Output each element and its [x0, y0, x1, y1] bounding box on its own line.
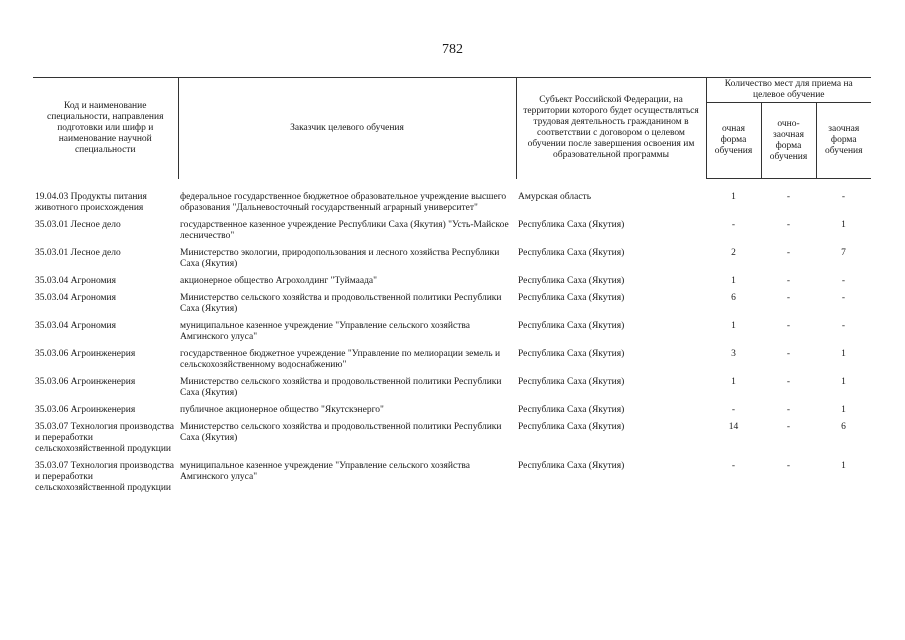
part-time-cell: -: [786, 460, 791, 471]
region-cell: Республика Саха (Якутия): [518, 376, 625, 387]
specialty-cell: 19.04.03 Продукты питания животного происхождения: [35, 191, 147, 213]
part-time-cell: -: [786, 219, 791, 230]
header-full-time: очная форма обучения: [706, 103, 761, 179]
full-time-cell: 1: [731, 376, 736, 387]
table-row: [33, 422, 871, 461]
table-row: [33, 179, 871, 220]
region-cell: Республика Саха (Якутия): [518, 421, 625, 432]
region-cell: Республика Саха (Якутия): [518, 404, 625, 415]
customer-cell: Министерство сельского хозяйства и продовольственной политики Республики Саха (Якутия): [180, 421, 502, 443]
part-time-cell: -: [786, 247, 791, 258]
part-time-cell: -: [786, 348, 791, 359]
extramural-cell: 1: [841, 404, 846, 415]
extramural-cell: -: [841, 192, 846, 202]
specialty-cell: 35.03.06 Агроинженерия: [35, 348, 136, 359]
region-cell: Республика Саха (Якутия): [518, 460, 625, 471]
full-time-cell: 2: [731, 247, 736, 258]
header-part-time: очно-заочная форма обучения: [761, 103, 816, 179]
extramural-cell: 1: [841, 376, 846, 387]
part-time-cell: -: [786, 320, 791, 331]
customer-cell: Министерство сельского хозяйства и продовольственной политики Республики Саха (Якутия): [180, 376, 502, 398]
table-row: [33, 220, 871, 248]
customer-cell: государственное казенное учреждение Республики Саха (Якутия) "Усть-Майское лесничество": [180, 219, 509, 241]
table-row: [33, 349, 871, 377]
part-time-cell: -: [786, 421, 791, 432]
region-cell: Республика Саха (Якутия): [518, 247, 625, 258]
table-row: [33, 276, 871, 293]
region-cell: Республика Саха (Якутия): [518, 275, 625, 286]
customer-cell: Министерство экологии, природопользования и лесного хозяйства Республики Саха (Якутия): [180, 247, 500, 269]
header-places: Количество мест для приема на целевое обучение: [706, 78, 871, 103]
region-cell: Республика Саха (Якутия): [518, 292, 625, 303]
full-time-cell: 1: [731, 275, 736, 286]
specialty-cell: 35.03.01 Лесное дело: [35, 219, 121, 230]
customer-cell: государственное бюджетное учреждение "Управление по мелиорации земель и сельскохозяйственному водоснабжению": [180, 348, 501, 370]
extramural-cell: -: [841, 292, 846, 303]
extramural-cell: 6: [841, 421, 846, 432]
customer-cell: федеральное государственное бюджетное образовательное учреждение высшего образования "Дальневосточный государственный аграрный университет": [180, 191, 507, 213]
full-time-cell: 3: [731, 348, 736, 359]
customer-cell: муниципальное казенное учреждение "Управление сельского хозяйства Амгинского улуса": [180, 320, 470, 342]
table-row: [33, 377, 871, 405]
full-time-cell: 1: [731, 320, 736, 331]
admission-table: [33, 77, 871, 500]
customer-cell: муниципальное казенное учреждение "Управление сельского хозяйства Амгинского улуса": [180, 460, 470, 482]
extramural-cell: 7: [841, 247, 846, 258]
specialty-cell: 35.03.04 Агрономия: [35, 275, 117, 286]
extramural-cell: 1: [841, 219, 846, 230]
full-time-cell: 14: [728, 421, 739, 432]
header-customer: Заказчик целевого обучения: [178, 78, 516, 179]
full-time-cell: 6: [731, 292, 736, 303]
extramural-cell: 1: [841, 460, 846, 471]
specialty-cell: 35.03.06 Агроинженерия: [35, 376, 136, 387]
part-time-cell: -: [786, 404, 791, 415]
table-row: [33, 248, 871, 276]
extramural-cell: -: [841, 275, 846, 286]
header-extramural: заочная форма обучения: [816, 103, 871, 179]
region-cell: Республика Саха (Якутия): [518, 219, 625, 230]
customer-cell: акционерное общество Агрохолдинг "Туймаада": [180, 275, 378, 286]
table-row: [33, 405, 871, 422]
customer-cell: Министерство сельского хозяйства и продовольственной политики Республики Саха (Якутия): [180, 292, 502, 314]
specialty-cell: 35.03.04 Агрономия: [35, 320, 117, 331]
region-cell: Республика Саха (Якутия): [518, 348, 625, 359]
full-time-cell: -: [731, 219, 736, 230]
part-time-cell: -: [786, 192, 791, 202]
extramural-cell: -: [841, 320, 846, 331]
full-time-cell: -: [731, 404, 736, 415]
specialty-cell: 35.03.07 Технология производства и переработки сельскохозяйственной продукции: [35, 460, 174, 493]
region-cell: Амурская область: [518, 191, 592, 202]
part-time-cell: -: [786, 292, 791, 303]
part-time-cell: -: [786, 376, 791, 387]
table-row: [33, 321, 871, 349]
table-row: [33, 293, 871, 321]
header-region: Субъект Российской Федерации, на территории которого будет осуществляться трудовая деятельность гражданином в соответствии с договором о целевом обучении после завершения освоения им образовательной программы: [516, 78, 706, 179]
specialty-cell: 35.03.06 Агроинженерия: [35, 404, 136, 415]
region-cell: Республика Саха (Якутия): [518, 320, 625, 331]
specialty-cell: 35.03.04 Агрономия: [35, 292, 117, 303]
extramural-cell: 1: [841, 348, 846, 359]
page-number: 782: [442, 42, 463, 57]
table-row: [33, 461, 871, 500]
specialty-cell: 35.03.01 Лесное дело: [35, 247, 121, 258]
specialty-cell: 35.03.07 Технология производства и переработки сельскохозяйственной продукции: [35, 421, 174, 454]
part-time-cell: -: [786, 275, 791, 286]
header-specialty: Код и наименование специальности, направления подготовки или шифр и наименование научной специальности: [33, 78, 178, 179]
full-time-cell: 1: [731, 192, 736, 202]
customer-cell: публичное акционерное общество "Якутскэнерго": [180, 404, 384, 415]
full-time-cell: -: [731, 460, 736, 471]
